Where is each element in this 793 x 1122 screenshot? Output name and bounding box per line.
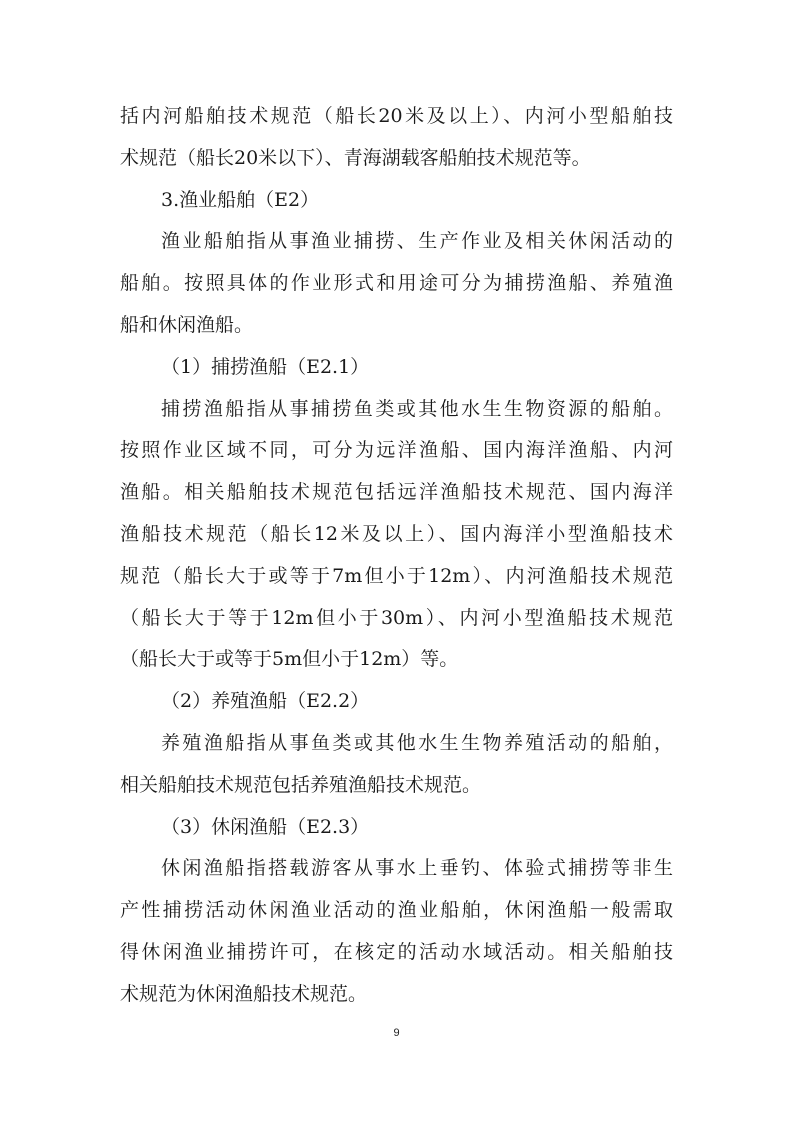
text-line: 船舶。按照具体的作业形式和用途可分为捕捞渔船、养殖渔 (120, 272, 673, 295)
text-line: 得休闲渔业捕捞许可，在核定的活动水域活动。相关船舶技 (120, 940, 673, 963)
text-line: 渔船。相关船舶技术规范包括远洋渔船技术规范、国内海洋 (120, 481, 673, 504)
text-line: 船和休闲渔船。 (120, 313, 254, 336)
text-line: 括内河船舶技术规范（船长20米及以上）、内河小型船舶技 (120, 105, 673, 127)
text-line: 按照作业区域不同，可分为远洋渔船、国内海洋渔船、内河 (120, 439, 673, 462)
text-line: （船长大于或等于5m但小于12m）等。 (120, 648, 459, 671)
paragraph-first-line: 休闲渔船指搭载游客从事水上垂钓、体验式捕捞等非生 (161, 857, 673, 880)
subsection-heading: （1）捕捞渔船（E2.1） (161, 355, 370, 378)
section-heading: 3.渔业船舶（E2） (161, 188, 320, 211)
paragraph-first-line: 捕捞渔船指从事捕捞鱼类或其他水生生物资源的船舶。 (161, 397, 673, 420)
text-line: 渔船技术规范（船长12米及以上）、国内海洋小型渔船技术 (120, 522, 673, 545)
text-line: 产性捕捞活动休闲渔业活动的渔业船舶，休闲渔船一般需取 (120, 899, 673, 922)
document-body (120, 96, 673, 1016)
subsection-heading: （2）养殖渔船（E2.2） (161, 690, 370, 713)
subsection-heading: （3）休闲渔船（E2.3） (161, 815, 370, 838)
text-line: 术规范为休闲渔船技术规范。 (120, 982, 368, 1005)
paragraph-first-line: 养殖渔船指从事鱼类或其他水生生物养殖活动的船舶， (161, 731, 673, 754)
text-line: 术规范（船长20米以下）、青海湖载客船舶技术规范等。 (120, 146, 591, 169)
text-line: （船长大于等于12m但小于30m）、内河小型渔船技术规范 (120, 606, 673, 629)
text-line: 规范（船长大于或等于7m但小于12m）、内河渔船技术规范 (120, 564, 673, 587)
text-line: 相关船舶技术规范包括养殖渔船技术规范。 (120, 773, 482, 796)
paragraph-first-line: 渔业船舶指从事渔业捕捞、生产作业及相关休闲活动的 (161, 230, 673, 253)
page-number: 9 (393, 1027, 400, 1039)
